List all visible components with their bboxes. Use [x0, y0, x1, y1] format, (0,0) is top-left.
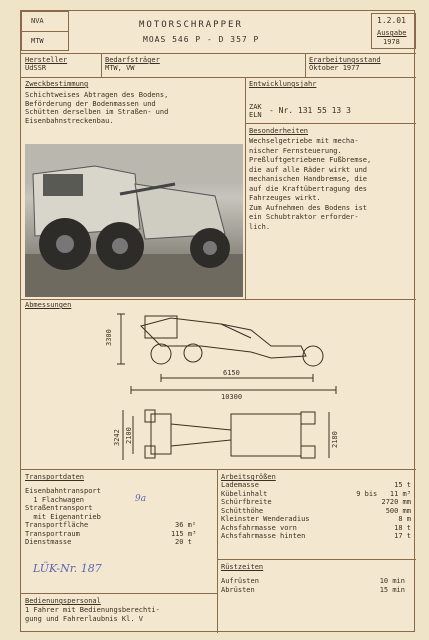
- personal-label: Bedienungspersonal: [25, 597, 101, 605]
- transport-row: 1 Flachwagen: [25, 495, 85, 504]
- arbeit-value: 9 bis 11 m³: [356, 489, 411, 498]
- dim-length: 10300: [221, 393, 243, 401]
- scraper-photo-illustration: [25, 144, 243, 297]
- transport-value: 115 m³: [171, 529, 197, 538]
- arbeit-row: Achsfahrmasse vorn: [221, 523, 297, 532]
- arbeit-value: 17 t: [394, 532, 411, 540]
- arbeit-label: Arbeitsgrößen: [221, 473, 276, 481]
- vehicle-photo: [25, 144, 243, 297]
- ruest-row: Abrüsten: [221, 585, 255, 594]
- arbeit-row: Schürfbreite: [221, 498, 272, 506]
- transport-row: Transportraum: [25, 529, 80, 538]
- arbeit-value: 18 t: [394, 523, 411, 532]
- arbeit-row: Lademasse: [221, 481, 259, 489]
- ruest-label: Rüstzeiten: [221, 563, 264, 571]
- eln-label: ELN: [249, 111, 262, 119]
- mtw-label: MTW: [31, 37, 44, 45]
- erarbeitungsstand-value: Oktober 1977: [309, 64, 360, 72]
- entwicklung-label: Entwicklungsjahr: [249, 80, 317, 88]
- arbeit-value: 8 m: [398, 515, 411, 523]
- transport-row: mit Eigenantrieb: [25, 512, 101, 521]
- arbeit-value: 15 t: [394, 481, 411, 489]
- data-sheet: [20, 10, 415, 632]
- dimension-drawing: [101, 306, 346, 471]
- zak-label: ZAK: [249, 103, 262, 111]
- zweck-label: Zweckbestimmung: [25, 80, 89, 88]
- hersteller-label: Hersteller: [25, 56, 68, 64]
- ausgabe-year: 1978: [383, 38, 400, 46]
- transport-value: 36 m²: [175, 521, 197, 529]
- besonderheiten-label: Besonderheiten: [249, 127, 309, 135]
- hersteller-value: UdSSR: [25, 64, 47, 72]
- besonderheiten-text: Wechselgetriebe mit mecha- nischer Fernsteuerung. Preßluftgetriebene Fußbremse, die auf alle Räder wirkt und mechanischen Handbremse, die auf die Kraftübertragung des Fahrzeuges wirkt. Zum Aufnehmen des Bodens ist ein Schubtraktor erforder- lich.: [249, 137, 372, 231]
- arbeit-value: 500 mm: [385, 506, 411, 515]
- transport-label: Transportdaten: [25, 473, 85, 481]
- page-title: MOTORSCHRAPPER: [139, 20, 243, 30]
- dim-width-right: 2180: [331, 431, 339, 448]
- personal-text: 1 Fahrer mit Bedienungsberechti- gung und Fahrerlaubnis Kl. V: [25, 606, 160, 623]
- luek-number: LÜK-Nr. 187: [33, 562, 102, 575]
- ruest-value: 15 min: [379, 585, 405, 594]
- arbeit-row: Kleinster Wenderadius: [221, 515, 310, 523]
- transport-row: Dienstmasse: [25, 538, 72, 546]
- handwritten-mark: 9a: [135, 494, 147, 504]
- dim-wheelbase: 6150: [223, 369, 240, 377]
- bedarfstraeger-value: MTW, VW: [105, 64, 135, 72]
- arbeit-row: Schütthöhe: [221, 506, 264, 515]
- dim-width-outer: 3242: [113, 429, 121, 446]
- nva-label: NVA: [31, 17, 44, 25]
- eln-number: - Nr. 131 55 13 3: [269, 106, 351, 115]
- transport-row: Eisenbahntransport: [25, 487, 101, 495]
- model-title: MOAS 546 P - D 357 P: [143, 35, 260, 44]
- zweck-text: Schichtweises Abtragen des Bodens, Beförderung der Bodenmassen und Schütten derselben im Straßen- und Eisenbahnstreckenbau.: [25, 91, 169, 125]
- dim-width-inner: 2100: [125, 427, 133, 444]
- ruest-value: 10 min: [379, 577, 405, 585]
- abmessungen-label: Abmessungen: [25, 301, 72, 309]
- bedarfstraeger-label: Bedarfsträger: [105, 56, 160, 64]
- arbeit-value: 2720 mm: [381, 498, 411, 506]
- sheet-code: 1.2.01: [377, 16, 406, 25]
- ausgabe-label: Ausgabe: [377, 29, 407, 37]
- erarbeitungsstand-label: Erarbeitungsstand: [309, 56, 381, 64]
- transport-value: 20 t: [175, 538, 192, 546]
- transport-row: Transportfläche: [25, 521, 89, 529]
- ruest-row: Aufrüsten: [221, 577, 259, 585]
- transport-row: Straßentransport: [25, 504, 93, 512]
- arbeit-row: Kübelinhalt: [221, 489, 268, 498]
- dim-height: 3300: [105, 329, 113, 346]
- arbeit-row: Achsfahrmasse hinten: [221, 532, 306, 540]
